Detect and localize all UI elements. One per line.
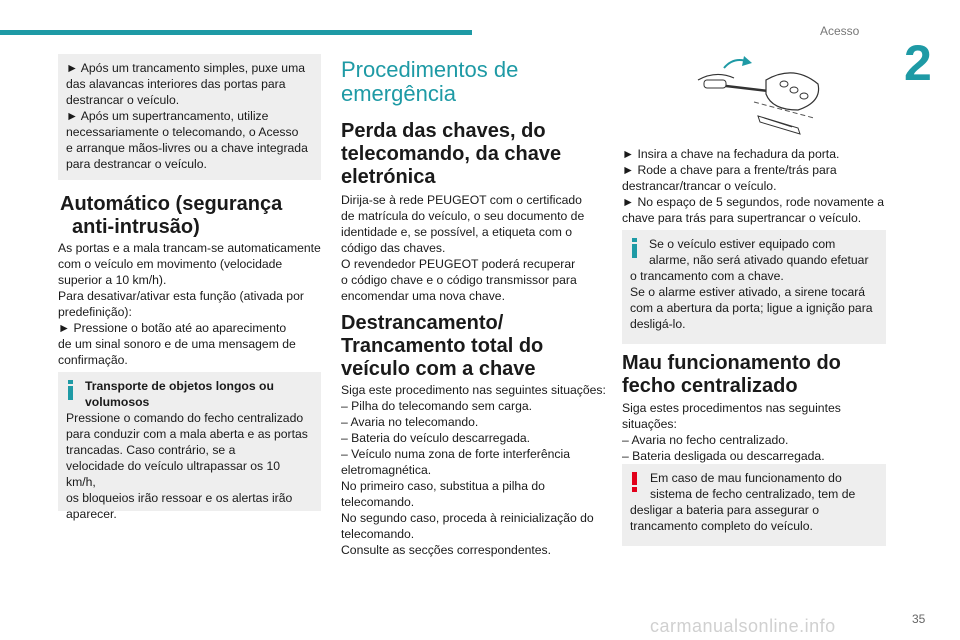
text-line: encomendar uma nova chave. [341, 289, 505, 303]
text-line: o código chave e o código transmissor para [341, 273, 577, 287]
text-line: – Avaria no fecho centralizado. [622, 433, 789, 447]
heading-line: Trancamento total do [341, 335, 544, 357]
text-line: – Pilha do telecomando sem carga. [341, 399, 533, 413]
text-line: de um sinal sonoro e de uma mensagem de [58, 337, 296, 351]
warning-icon [632, 472, 638, 492]
long-objects-note [58, 372, 321, 521]
text-line: No primeiro caso, substitua a pilha do [341, 479, 545, 493]
heading-line: Destrancamento/ [341, 312, 504, 334]
heading-automatic-locking [60, 193, 320, 239]
text-line: Siga este procedimento nas seguintes situações: [341, 383, 606, 397]
heading-line: anti-intrusão) [72, 216, 200, 238]
page-number: 35 [912, 612, 926, 626]
key-in-lock-illustration [694, 50, 834, 140]
note-line: trancamento completo do veículo. [630, 519, 813, 533]
text-line: chave para trás para supertrancar o veículo. [622, 211, 862, 225]
text-line: para conduzir com a mala aberta e as portas [66, 427, 308, 441]
note-line: desligar a bateria para assegurar o [630, 503, 820, 517]
title-line: Procedimentos de [341, 57, 519, 82]
text-line: – Bateria desligada ou descarregada. [622, 449, 825, 463]
note-line: com a abertura da porta; ligue a ignição para [630, 301, 873, 315]
text-line: ► Pressione o botão até ao aparecimento [58, 321, 287, 335]
text-line: identidade e, se possível, a etiqueta com o [341, 225, 573, 239]
note-line: Se o veículo estiver equipado com [649, 237, 836, 251]
text-line: situações: [622, 417, 677, 431]
text-line: confirmação. [58, 353, 128, 367]
text-line: As portas e a mala trancam-se automaticamente [58, 241, 321, 255]
unlock-tips-box [58, 54, 321, 180]
section-title: Acesso [820, 24, 860, 38]
text-line: No segundo caso, proceda à reinicialização do [341, 511, 594, 525]
heading-central-locking-fault [622, 352, 892, 398]
text-line: para destrancar o veículo. [66, 157, 207, 171]
automatic-locking-text [58, 240, 323, 368]
text-line: – Avaria no telecomando. [341, 415, 479, 429]
note-line: sistema de fecho centralizado, tem de [650, 487, 856, 501]
note-line: desligá-lo. [630, 317, 686, 331]
text-line: ► Rode a chave para a frente/trás para [622, 163, 837, 177]
text-line: ► No espaço de 5 segundos, rode novamente a [622, 195, 885, 209]
text-line: destrancar o veículo. [66, 93, 180, 107]
text-line: necessariamente o telecomando, o Acesso [66, 125, 299, 139]
heading-line: eletrónica [341, 166, 436, 188]
heading-line: Automático (segurança [60, 193, 283, 215]
heading-line: veículo com a chave [341, 358, 536, 380]
central-locking-fault-text [622, 400, 892, 464]
text-line: e arranque mãos-livres ou a chave integrada [66, 141, 308, 155]
heading-line: Perda das chaves, do [341, 120, 546, 142]
note-line: o trancamento com a chave. [630, 269, 784, 283]
text-line: os bloqueios irão ressoar e os alertas irão [66, 491, 293, 505]
text-line: Para desativar/ativar esta função (ativada por [58, 289, 304, 303]
page-title [341, 58, 611, 106]
text-line: O revendedor PEUGEOT poderá recuperar [341, 257, 576, 271]
chapter-number: 2 [904, 35, 932, 91]
text-line: de matrícula do veículo, o seu documento de [341, 209, 585, 223]
watermark: carmanualsonline.info [650, 616, 836, 636]
note-title-line: volumosos [85, 395, 150, 409]
text-line: telecomando. [341, 527, 415, 541]
info-icon [68, 380, 73, 398]
text-line: trancadas. Caso contrário, se a [66, 443, 236, 457]
header-accent-bar [0, 30, 472, 35]
lost-keys-text [341, 192, 611, 304]
battery-warning-note [622, 464, 886, 546]
info-icon [632, 238, 637, 256]
alarm-note [622, 230, 886, 344]
note-line: Em caso de mau funcionamento do [650, 471, 842, 485]
heading-line: fecho centralizado [622, 375, 798, 397]
key-steps-text [622, 146, 892, 226]
text-line: Dirija-se à rede PEUGEOT com o certificado [341, 193, 582, 207]
text-line: aparecer. [66, 507, 117, 521]
heading-lost-keys [341, 120, 611, 189]
text-line: Siga estes procedimentos nas seguintes [622, 401, 841, 415]
text-line: ► Após um trancamento simples, puxe uma [66, 61, 305, 75]
text-line: ► Após um supertrancamento, utilize [66, 109, 269, 123]
text-line: com o veículo em movimento (velocidade [58, 257, 283, 271]
text-line: código das chaves. [341, 241, 446, 255]
text-line: – Bateria do veículo descarregada. [341, 431, 531, 445]
text-line: eletromagnética. [341, 463, 432, 477]
text-line: telecomando. [341, 495, 415, 509]
text-line: destrancar/trancar o veículo. [622, 179, 777, 193]
note-title-line: Transporte de objetos longos ou [85, 379, 274, 393]
text-line: ► Insira a chave na fechadura da porta. [622, 147, 840, 161]
note-line: alarme, não será ativado quando efetuar [649, 253, 869, 267]
heading-line: Mau funcionamento do [622, 352, 841, 374]
text-line: velocidade do veículo ultrapassar os 10 km/h, [66, 459, 281, 489]
note-line: Se o alarme estiver ativado, a sirene tocará [630, 285, 866, 299]
text-line: superior a 10 km/h). [58, 273, 167, 287]
text-line: Pressione o comando do fecho centralizado [66, 411, 304, 425]
heading-unlock-with-key [341, 312, 611, 381]
title-line: emergência [341, 81, 456, 106]
text-line: predefinição): [58, 305, 132, 319]
text-line: – Veículo numa zona de forte interferência [341, 447, 570, 461]
heading-line: telecomando, da chave [341, 143, 562, 165]
text-line: das alavancas interiores das portas para [66, 77, 286, 91]
unlock-with-key-text [341, 382, 616, 558]
text-line: Consulte as secções correspondentes. [341, 543, 552, 557]
